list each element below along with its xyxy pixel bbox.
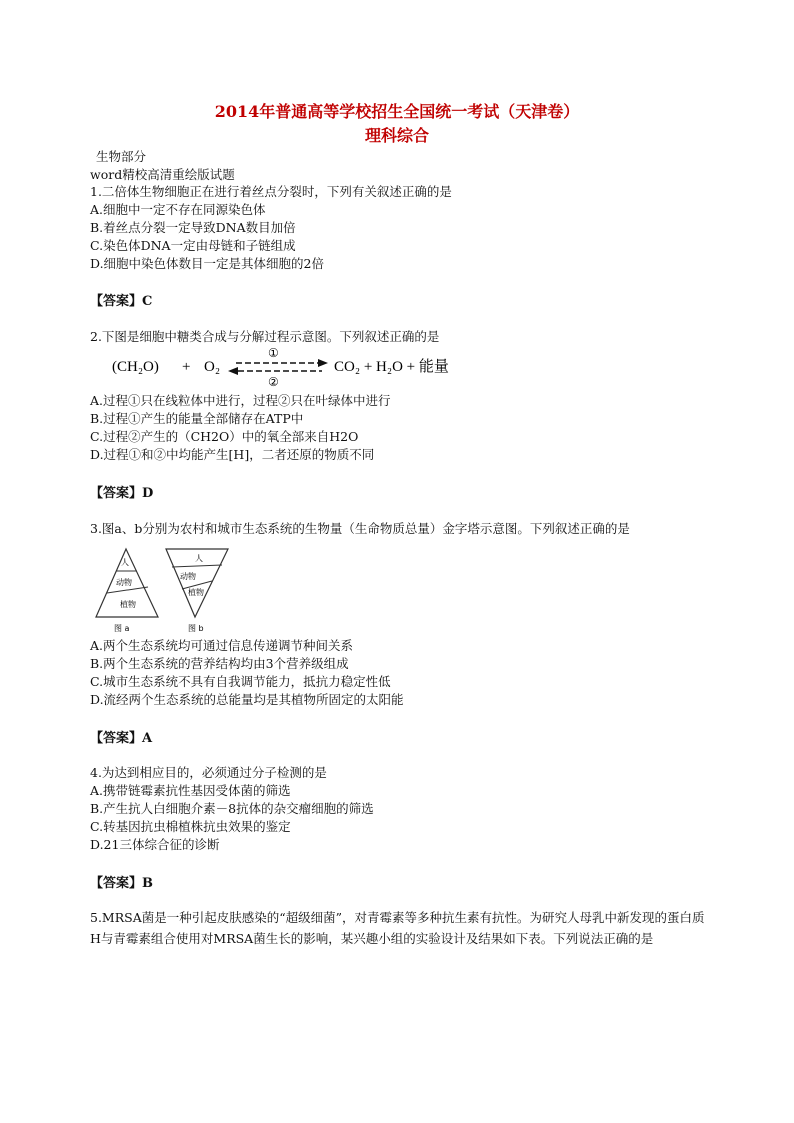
- pyramid-a-plant: 植物: [120, 600, 136, 609]
- q1-option-c: C.染色体DNA一定由母链和子链组成: [90, 238, 296, 253]
- q1-stem: 1.二倍体生物细胞正在进行着丝点分裂时，下列有关叙述正确的是: [90, 184, 452, 199]
- q2-option-d: D.过程①和②中均能产生[H]，二者还原的物质不同: [90, 447, 375, 462]
- pyramid-b-divider-1: [172, 565, 222, 567]
- pyramid-b-animal: 动物: [180, 572, 196, 581]
- q3-stem: 3.图a、b分别为农村和城市生态系统的生物量（生命物质总量）金字塔示意图。下列叙述正确的是: [90, 521, 630, 536]
- q2-stem: 2.下图是细胞中糖类合成与分解过程示意图。下列叙述正确的是: [90, 329, 440, 344]
- reaction-equation: [108, 345, 488, 387]
- exam-subtitle: 理科综合: [364, 126, 429, 145]
- eq-mark-1: ①: [268, 346, 279, 360]
- q2-answer: 【答案】D: [90, 486, 154, 501]
- q2-option-c: C.过程②产生的（CH2O）中的氧全部来自H2O: [90, 429, 359, 444]
- q3-option-a: A.两个生态系统均可通过信息传递调节种间关系: [90, 638, 354, 653]
- pyramid-b-caption: 图 b: [188, 624, 204, 633]
- eq-reactant: (CH₂O): [112, 359, 159, 375]
- q4-option-b: B.产生抗人白细胞介素－8抗体的杂交瘤细胞的筛选: [90, 801, 374, 816]
- pyramid-b-plant: 植物: [188, 588, 204, 597]
- q3-option-b: B.两个生态系统的营养结构均由3个营养级组成: [90, 656, 349, 671]
- forward-arrow-head: [318, 359, 328, 367]
- q5-paragraph: 5.MRSA菌是一种引起皮肤感染的“超级细菌”，对青霉素等多种抗生素有抗性。为研究人母乳中新发现的蛋白质H与青霉素组合使用对MRSA菌生长的影响，某兴趣小组的实验设计及结果如下表。下列说法正确的是: [90, 910, 705, 946]
- pyramid-a-divider-2: [107, 587, 148, 593]
- exam-title: 2014年普通高等学校招生全国统一考试（天津卷）: [214, 102, 580, 121]
- q4-stem: 4.为达到相应目的，必须通过分子检测的是: [90, 765, 327, 780]
- q3-answer: 【答案】A: [90, 731, 153, 746]
- q2-option-a: A.过程①只在线粒体中进行，过程②只在叶绿体中进行: [90, 393, 391, 408]
- biomass-pyramids-figure: [92, 545, 232, 635]
- q1-option-d: D.细胞中染色体数目一定是其体细胞的2倍: [90, 256, 325, 271]
- q4-option-c: C.转基因抗虫棉植株抗虫效果的鉴定: [90, 819, 291, 834]
- q3-option-d: D.流经两个生态系统的总能量均是其植物所固定的太阳能: [90, 692, 404, 707]
- q2-option-b: B.过程①产生的能量全部储存在ATP中: [90, 411, 304, 426]
- version-note: word精校高清重绘版试题: [90, 167, 235, 182]
- q3-option-c: C.城市生态系统不具有自我调节能力，抵抗力稳定性低: [90, 674, 391, 689]
- eq-oxygen: O₂: [204, 359, 221, 375]
- reverse-arrow-head: [228, 367, 238, 375]
- q1-option-a: A.细胞中一定不存在同源染色体: [90, 202, 266, 217]
- q4-option-d: D.21三体综合征的诊断: [90, 837, 220, 852]
- eq-mark-2: ②: [268, 375, 279, 387]
- q4-answer: 【答案】B: [90, 876, 153, 891]
- pyramid-a-animal: 动物: [116, 578, 132, 587]
- eq-products: CO₂ + H₂O + 能量: [334, 359, 449, 375]
- section-label: 生物部分: [96, 149, 147, 164]
- q4-option-a: A.携带链霉素抗性基因受体菌的筛选: [90, 783, 291, 798]
- eq-plus: +: [182, 359, 191, 375]
- q1-option-b: B.着丝点分裂一定导致DNA数目加倍: [90, 220, 296, 235]
- pyramid-b-human: 人: [195, 554, 203, 563]
- pyramid-a-human: 人: [121, 558, 129, 567]
- pyramid-a-caption: 图 a: [114, 624, 130, 633]
- q1-answer: 【答案】C: [90, 294, 153, 309]
